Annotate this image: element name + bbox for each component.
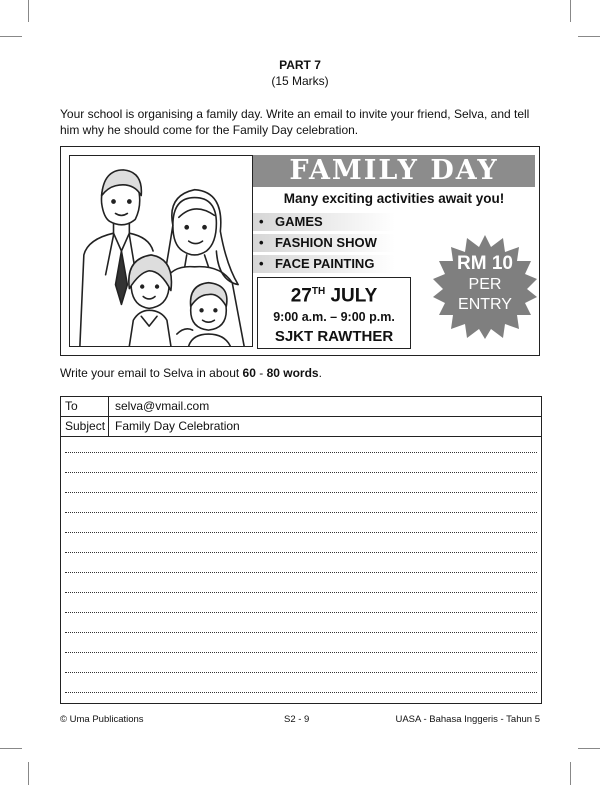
email-subject-label: Subject [61,417,109,436]
family-illustration [69,155,253,347]
activity-label: FACE PAINTING [275,256,375,271]
bullet-icon: • [259,214,264,229]
activity-list [253,213,395,276]
email-subject-value: Family Day Celebration [115,419,240,433]
event-venue: SJKT RAWTHER [274,328,394,346]
bullet-icon: • [259,235,264,250]
writing-line[interactable] [65,572,537,573]
footer-publisher: © Uma Publications [60,714,144,725]
email-answer-box[interactable] [60,396,542,704]
prompt-end: . [318,366,322,380]
email-to-value: selva@vmail.com [115,399,210,413]
part-title: PART 7 [279,58,321,72]
crop-mark [570,762,571,785]
poster-title: FAMILY DAY [253,155,535,187]
activity-item [253,255,395,273]
activity-item [253,234,395,252]
writing-line[interactable] [65,592,537,593]
writing-line[interactable] [65,472,537,473]
crop-mark [578,748,600,749]
writing-line[interactable] [65,552,537,553]
event-date-month: JULY [330,285,378,307]
poster-tagline: Many exciting activities await you! [283,191,505,206]
price-entry: ENTRY [458,296,512,313]
activity-label: GAMES [275,214,323,229]
crop-mark [578,36,600,37]
price-text [431,253,539,315]
footer-book-title: UASA - Bahasa Inggeris - Tahun 5 [395,714,540,725]
price-amount: RM 10 [457,253,513,274]
event-date [258,281,410,307]
task-instruction: Your school is organising a family day. Write an email to invite your friend, Selva, and tell him why he should come for the Family Day celebration. [60,107,530,137]
footer-page-number: S2 - 9 [284,714,310,725]
writing-line[interactable] [65,452,537,453]
activity-label: FASHION SHOW [275,235,377,250]
family-drawing-icon [70,156,252,346]
prompt-max-words: 80 words [266,366,319,380]
event-date-suffix: TH [311,286,326,297]
writing-line[interactable] [65,652,537,653]
activity-item [253,213,395,231]
price-per: PER [468,276,502,293]
prompt-dash: - [255,366,267,380]
email-subject-row [61,417,541,437]
writing-line[interactable] [65,532,537,533]
email-to-row [61,397,541,417]
crop-mark [570,0,571,22]
event-time: 9:00 a.m. – 9:00 p.m. [273,310,395,325]
crop-mark [0,36,22,37]
writing-line[interactable] [65,492,537,493]
writing-line[interactable] [65,632,537,633]
writing-prompt [60,366,322,380]
email-to-label: To [61,397,109,416]
writing-line[interactable] [65,692,537,693]
crop-mark [0,748,22,749]
writing-line[interactable] [65,512,537,513]
crop-mark [28,762,29,785]
writing-line[interactable] [65,612,537,613]
event-details-box [257,277,411,349]
writing-line[interactable] [65,672,537,673]
bullet-icon: • [259,256,264,271]
crop-mark [28,0,29,22]
prompt-min-words: 60 [242,366,256,380]
prompt-text: Write your email to Selva in about [60,366,243,380]
part-marks: (15 Marks) [271,74,329,88]
family-day-poster [60,146,540,356]
event-date-day: 27 [290,285,312,307]
price-badge [431,233,539,341]
